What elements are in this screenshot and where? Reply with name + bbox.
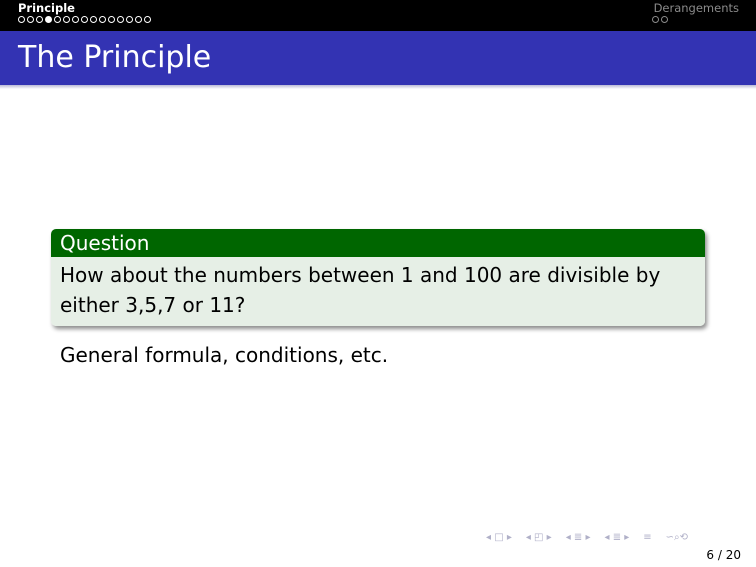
- appendix-nav-icon[interactable]: ◂ ≣ ▸: [604, 532, 630, 543]
- section-nav-icon[interactable]: ◂ ≣ ▸: [565, 532, 591, 543]
- frame-title: The Principle: [18, 40, 212, 75]
- frame-dot[interactable]: [81, 16, 88, 23]
- question-block: [51, 229, 705, 326]
- frame-dot[interactable]: [126, 16, 133, 23]
- frame-dot[interactable]: [652, 16, 659, 23]
- frame-dot-current[interactable]: [45, 16, 52, 23]
- title-shadow: [0, 85, 756, 89]
- section-label-principle[interactable]: Principle: [18, 1, 75, 15]
- frame-dot[interactable]: [63, 16, 70, 23]
- navigation-symbols: [486, 532, 688, 543]
- frame-dot[interactable]: [54, 16, 61, 23]
- frame-dot[interactable]: [144, 16, 151, 23]
- header-bar: [0, 0, 756, 31]
- frame-dot[interactable]: [661, 16, 668, 23]
- frame-dots-principle: [18, 16, 151, 23]
- frame-dots-derangements: [652, 16, 668, 23]
- block-title: Question: [51, 229, 705, 257]
- frame-dot[interactable]: [90, 16, 97, 23]
- frame-dot[interactable]: [72, 16, 79, 23]
- page-counter: 6 / 20: [706, 548, 741, 562]
- frame-dot[interactable]: [27, 16, 34, 23]
- search-icon[interactable]: ∽⌕⟲: [665, 532, 689, 543]
- align-icon[interactable]: ≡: [643, 532, 652, 543]
- frame-dot[interactable]: [99, 16, 106, 23]
- frame-dot[interactable]: [117, 16, 124, 23]
- frame-dot[interactable]: [36, 16, 43, 23]
- frame-dot[interactable]: [135, 16, 142, 23]
- subsection-nav-icon[interactable]: ◂ ◰ ▸: [525, 532, 552, 543]
- body-text: General formula, conditions, etc.: [60, 343, 389, 367]
- frame-nav-icon[interactable]: ◂ □ ▸: [486, 532, 512, 543]
- frame-title-bar: [0, 31, 756, 85]
- section-label-derangements[interactable]: Derangements: [653, 1, 739, 15]
- frame-dot[interactable]: [18, 16, 25, 23]
- frame-dot[interactable]: [108, 16, 115, 23]
- block-body: How about the numbers between 1 and 100 are divisible by either 3,5,7 or 11?: [51, 257, 705, 326]
